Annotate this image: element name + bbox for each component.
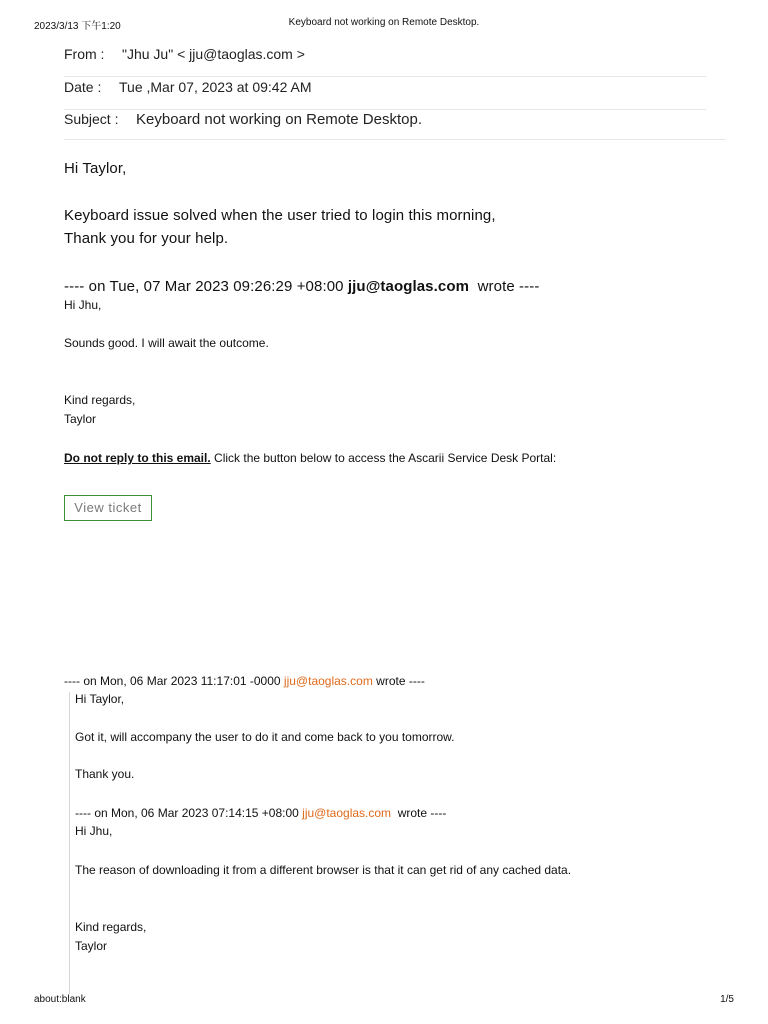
- from-label: From :: [64, 46, 105, 62]
- quote2-header-email[interactable]: jju@taoglas.com: [283, 674, 373, 688]
- quote1-header-prefix: ---- on Tue, 07 Mar 2023 09:26:29 +08:00: [64, 278, 344, 295]
- quote3-signature: Taylor: [75, 939, 108, 953]
- from-value: "Jhu Ju" < jju@taoglas.com >: [122, 46, 305, 62]
- quote2-header-suffix: wrote ----: [376, 674, 425, 688]
- quote2-header: [64, 674, 425, 688]
- date-row: [64, 79, 706, 110]
- print-page-number: 1/5: [720, 994, 734, 1005]
- subject-label: Subject :: [64, 111, 119, 127]
- quote-bar: [69, 692, 70, 994]
- quote1-header-suffix: wrote ----: [477, 278, 540, 295]
- quote1-signature: Taylor: [64, 412, 97, 426]
- quote1-body: Sounds good. I will await the outcome.: [64, 336, 269, 350]
- print-url: about:blank: [34, 994, 86, 1005]
- quote1-regards: Kind regards,: [64, 393, 136, 407]
- quote2-greeting: Hi Taylor,: [75, 692, 125, 706]
- quote3-header-suffix: wrote ----: [397, 806, 447, 820]
- quote1-header-email[interactable]: jju@taoglas.com: [347, 278, 470, 295]
- notice-text: Click the button below to access the Ascarii Service Desk Portal:: [210, 451, 557, 465]
- date-value: Tue ,Mar 07, 2023 at 09:42 AM: [119, 79, 312, 95]
- quote2-header-prefix: ---- on Mon, 06 Mar 2023 11:17:01 -0000: [64, 674, 281, 688]
- view-ticket-button[interactable]: View ticket: [64, 495, 152, 521]
- date-label: Date :: [64, 79, 102, 95]
- quote3-header: [75, 806, 446, 820]
- message-line-2: Thank you for your help.: [64, 230, 229, 247]
- subject-row: [64, 111, 706, 141]
- subject-value: Keyboard not working on Remote Desktop.: [136, 111, 422, 128]
- quote1-notice: [64, 451, 556, 465]
- quote2-body: Got it, will accompany the user to do it and come back to you tomorrow.: [75, 730, 455, 744]
- quote3-regards: Kind regards,: [75, 920, 147, 934]
- quote2-thanks: Thank you.: [75, 767, 135, 781]
- message-line-1: Keyboard issue solved when the user tried to login this morning,: [64, 207, 496, 224]
- print-title: Keyboard not working on Remote Desktop.: [288, 17, 480, 28]
- header-divider: [64, 139, 726, 140]
- message-greeting: Hi Taylor,: [64, 160, 127, 177]
- quote3-header-prefix: ---- on Mon, 06 Mar 2023 07:14:15 +08:00: [75, 806, 299, 820]
- do-not-reply-notice: Do not reply to this email.: [64, 451, 211, 465]
- quote3-header-email[interactable]: jju@taoglas.com: [302, 806, 392, 820]
- print-header: [34, 17, 734, 31]
- quote1-greeting: Hi Jhu,: [64, 298, 102, 312]
- from-row: [64, 46, 706, 77]
- quote3-body: The reason of downloading it from a different browser is that it can get rid of any cached data.: [75, 863, 572, 877]
- quote3-greeting: Hi Jhu,: [75, 824, 113, 838]
- print-date: 2023/3/13 下午1:20: [34, 21, 121, 32]
- quote1-header: [64, 278, 539, 295]
